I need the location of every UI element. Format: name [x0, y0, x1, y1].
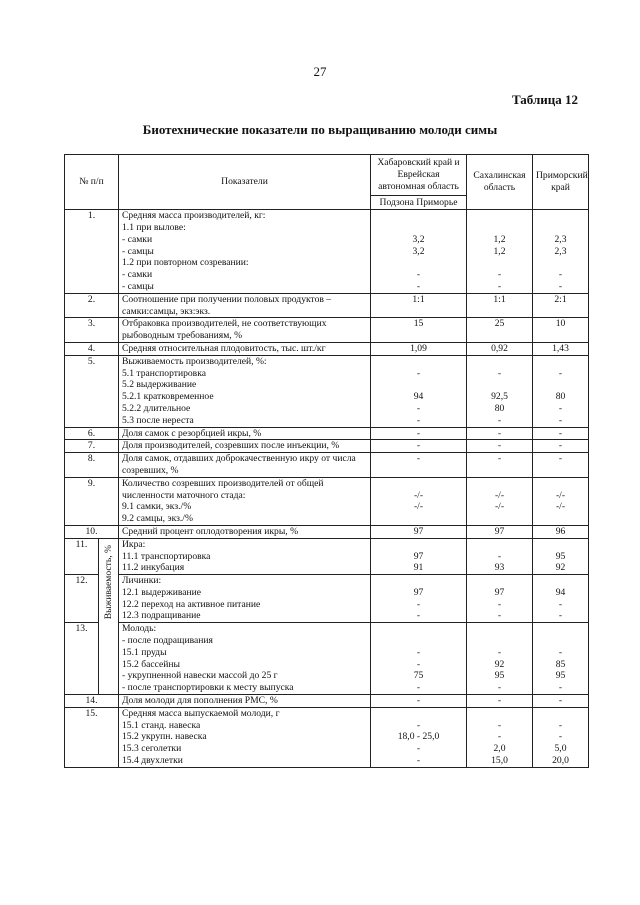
- indicator-line: Личинки:: [122, 575, 162, 587]
- indicator-line: - самцы: [122, 245, 154, 257]
- indicator-cell: [119, 453, 371, 478]
- sakhalin-value: [467, 293, 533, 318]
- primorsky-value: [533, 293, 589, 318]
- value-line: [374, 575, 463, 587]
- khabarovsk-value: [371, 440, 467, 453]
- value-line: [374, 379, 463, 391]
- value-line: 92,5: [491, 391, 508, 403]
- indicator-cell: [119, 355, 371, 427]
- value-line: [470, 210, 529, 222]
- value-line: 97: [413, 586, 424, 598]
- value-line: -: [416, 755, 421, 767]
- value-line: -: [416, 719, 421, 731]
- sakhalin-value: [467, 695, 533, 708]
- value-line: -: [497, 280, 502, 292]
- indicator-cell: [119, 525, 371, 538]
- sakhalin-value: [467, 440, 533, 453]
- sakhalin-value: [467, 477, 533, 525]
- primorsky-value: [533, 210, 589, 294]
- value-line: 1,09: [410, 342, 427, 354]
- primorsky-value: [533, 427, 589, 440]
- value-line: -: [416, 414, 421, 426]
- value-line: [470, 356, 529, 368]
- value-line: 92: [494, 658, 505, 670]
- value-line: -: [497, 414, 502, 426]
- indicator-cell: [119, 695, 371, 708]
- indicator-line: 11.1 транспортировка: [122, 550, 211, 562]
- indicator-line: Средняя масса выпускаемой молоди, г: [122, 707, 280, 719]
- indicator-line: Отбраковка производителей, не соответствующих рыбоводным требованиям, %: [122, 318, 327, 342]
- indicator-line: - самки: [122, 269, 153, 281]
- value-line: 3,2: [412, 245, 425, 257]
- row-number: 5.: [65, 355, 119, 427]
- indicator-line: 1.2 при повторном созревании:: [122, 257, 249, 269]
- value-line: -: [416, 367, 421, 379]
- indicator-line: Икра:: [122, 538, 146, 550]
- indicator-line: Доля самок, отдавших доброкачественную икру от числа созревших, %: [122, 453, 356, 476]
- table-row: [65, 210, 589, 294]
- value-line: -: [497, 427, 502, 439]
- value-line: -: [558, 427, 563, 439]
- value-line: 80: [494, 402, 505, 414]
- value-line: -: [497, 453, 502, 465]
- khabarovsk-value: [371, 477, 467, 525]
- value-line: 94: [413, 391, 424, 403]
- indicator-line: 11.2 инкубация: [122, 562, 185, 574]
- indicator-line: - укрупненной навески массой до 25 г: [122, 670, 278, 682]
- value-line: 18,0 - 25,0: [397, 731, 440, 743]
- sakhalin-value: [467, 453, 533, 478]
- indicator-line: 9.1 самки, экз./%: [122, 501, 192, 513]
- indicator-cell: [119, 427, 371, 440]
- value-line: 92: [555, 562, 566, 574]
- sakhalin-value: [467, 707, 533, 767]
- khabarovsk-value: [371, 453, 467, 478]
- table-body: [65, 210, 589, 768]
- primorsky-value: [533, 707, 589, 767]
- value-line: -: [416, 440, 421, 452]
- value-line: [536, 623, 585, 635]
- value-line: -: [558, 414, 563, 426]
- khabarovsk-value: [371, 525, 467, 538]
- row-number: 14.: [65, 695, 119, 708]
- row-number: 6.: [65, 427, 119, 440]
- value-line: -/-: [413, 501, 424, 513]
- table-header-row: [65, 155, 589, 210]
- value-line: -: [558, 269, 563, 281]
- indicator-line: Соотношение при получении половых продуктов – самки:самцы, экз:экз.: [122, 293, 332, 317]
- table-row: [65, 623, 589, 695]
- primorsky-value: [533, 477, 589, 525]
- value-line: 2:1: [554, 293, 567, 305]
- value-line: [374, 708, 463, 720]
- value-line: [374, 478, 463, 490]
- indicators-table: [64, 154, 589, 768]
- indicator-cell: [119, 575, 371, 623]
- value-line: [374, 623, 463, 635]
- value-line: -: [416, 598, 421, 610]
- indicator-line: - после подращивания: [122, 635, 213, 647]
- value-line: -: [558, 402, 563, 414]
- header-khabarovsk-subzone: Подзона Приморье: [371, 195, 466, 209]
- value-line: 2,0: [493, 743, 506, 755]
- value-line: 1:1: [412, 293, 425, 305]
- value-line: [536, 539, 585, 551]
- indicator-line: - после транспортировки к месту выпуска: [122, 682, 294, 694]
- row-number: 12.: [65, 575, 99, 623]
- value-line: [470, 539, 529, 551]
- value-line: -: [497, 682, 502, 694]
- indicator-line: Доля самок с резорбцией икры, %: [122, 427, 262, 439]
- value-line: 95: [555, 550, 566, 562]
- sakhalin-value: [467, 342, 533, 355]
- primorsky-value: [533, 342, 589, 355]
- value-line: -: [558, 367, 563, 379]
- value-line: 97: [494, 525, 505, 537]
- value-line: [470, 575, 529, 587]
- value-line: [536, 379, 585, 391]
- khabarovsk-value: [371, 342, 467, 355]
- indicator-cell: [119, 440, 371, 453]
- value-line: -: [416, 427, 421, 439]
- value-line: 1,2: [493, 245, 506, 257]
- value-line: 93: [494, 562, 505, 574]
- value-line: -: [416, 695, 421, 707]
- value-line: 15: [413, 318, 424, 330]
- indicator-cell: [119, 477, 371, 525]
- table-row: [65, 342, 589, 355]
- value-line: [374, 257, 463, 269]
- indicator-line: 15.1 станд. навеска: [122, 719, 201, 731]
- value-line: [374, 356, 463, 368]
- primorsky-value: [533, 440, 589, 453]
- value-line: 3,2: [412, 233, 425, 245]
- table-row: [65, 575, 589, 623]
- value-line: -: [416, 402, 421, 414]
- value-line: -: [497, 719, 502, 731]
- value-line: -: [558, 646, 563, 658]
- value-line: -: [558, 610, 563, 622]
- value-line: -: [497, 646, 502, 658]
- row-number: 11.: [65, 538, 99, 574]
- value-line: -: [416, 682, 421, 694]
- table-label: Таблица 12: [511, 92, 578, 107]
- value-line: [536, 356, 585, 368]
- value-line: 94: [555, 586, 566, 598]
- table-row: [65, 318, 589, 343]
- header-primorsky: Приморский край: [533, 155, 589, 210]
- khabarovsk-value: [371, 695, 467, 708]
- indicator-line: 5.1 транспортировка: [122, 367, 206, 379]
- value-line: -: [497, 695, 502, 707]
- khabarovsk-value: [371, 427, 467, 440]
- value-line: 97: [413, 525, 424, 537]
- value-line: [470, 635, 529, 647]
- table-row: [65, 355, 589, 427]
- survival-side-label-text: Выживаемость, %: [102, 544, 114, 619]
- value-line: -: [497, 610, 502, 622]
- value-line: 20,0: [552, 755, 569, 767]
- value-line: [374, 210, 463, 222]
- header-indicator: Показатели: [119, 155, 371, 210]
- table-row: [65, 695, 589, 708]
- primorsky-value: [533, 453, 589, 478]
- indicator-line: Средняя относительная плодовитость, тыс. шт./кг: [122, 342, 326, 354]
- indicator-cell: [119, 210, 371, 294]
- value-line: -: [497, 598, 502, 610]
- row-number: 3.: [65, 318, 119, 343]
- sakhalin-value: [467, 318, 533, 343]
- value-line: -: [416, 280, 421, 292]
- value-line: [536, 478, 585, 490]
- value-line: -: [416, 646, 421, 658]
- value-line: 0,92: [491, 342, 508, 354]
- value-line: -: [558, 682, 563, 694]
- indicator-line: 5.2.2 длительное: [122, 402, 191, 414]
- value-line: 95: [555, 670, 566, 682]
- value-line: 5,0: [554, 743, 567, 755]
- value-line: -: [416, 610, 421, 622]
- value-line: 15,0: [491, 755, 508, 767]
- khabarovsk-value: [371, 538, 467, 574]
- value-line: -: [558, 695, 563, 707]
- row-number: 15.: [65, 707, 119, 767]
- value-line: 1:1: [493, 293, 506, 305]
- khabarovsk-value: [371, 318, 467, 343]
- indicator-cell: [119, 318, 371, 343]
- indicator-line: 1.1 при вылове:: [122, 221, 186, 233]
- primorsky-value: [533, 695, 589, 708]
- indicator-cell: [119, 293, 371, 318]
- value-line: [470, 222, 529, 234]
- indicator-line: Выживаемость производителей, %:: [122, 355, 267, 367]
- indicator-line: Средняя масса производителей, кг:: [122, 210, 266, 222]
- value-line: [536, 708, 585, 720]
- indicator-cell: [119, 707, 371, 767]
- value-line: [536, 635, 585, 647]
- khabarovsk-value: [371, 707, 467, 767]
- sakhalin-value: [467, 538, 533, 574]
- value-line: [374, 222, 463, 234]
- value-line: -: [416, 269, 421, 281]
- primorsky-value: [533, 623, 589, 695]
- table-row: [65, 538, 589, 574]
- indicator-line: - самки: [122, 233, 153, 245]
- table-title: Биотехнические показатели по выращиванию молоди симы: [142, 122, 498, 137]
- indicator-line: 15.3 сеголетки: [122, 743, 182, 755]
- value-line: -: [558, 719, 563, 731]
- sakhalin-value: [467, 525, 533, 538]
- value-line: [536, 222, 585, 234]
- indicator-line: 15.4 двухлетки: [122, 755, 183, 767]
- khabarovsk-value: [371, 210, 467, 294]
- indicator-line: 15.2 укрупн. навеска: [122, 731, 207, 743]
- sakhalin-value: [467, 575, 533, 623]
- value-line: [470, 379, 529, 391]
- primorsky-value: [533, 355, 589, 427]
- value-line: 95: [494, 670, 505, 682]
- value-line: [536, 575, 585, 587]
- value-line: 80: [555, 391, 566, 403]
- value-line: -: [497, 269, 502, 281]
- table-row: [65, 525, 589, 538]
- table-row: [65, 440, 589, 453]
- header-khabarovsk: [371, 155, 467, 210]
- value-line: -: [497, 440, 502, 452]
- value-line: [536, 210, 585, 222]
- value-line: [470, 708, 529, 720]
- khabarovsk-value: [371, 623, 467, 695]
- table-row: [65, 293, 589, 318]
- indicator-line: - самцы: [122, 280, 154, 292]
- survival-side-label: [99, 538, 119, 694]
- row-number: 1.: [65, 210, 119, 294]
- indicator-line: 5.3 после нереста: [122, 414, 194, 426]
- indicator-line: 12.1 выдерживание: [122, 586, 202, 598]
- primorsky-value: [533, 538, 589, 574]
- indicator-line: Доля молоди для пополнения РМС, %: [122, 695, 278, 707]
- indicator-line: 15.1 пруды: [122, 646, 167, 658]
- page-number: 27: [313, 64, 327, 79]
- row-number: 13.: [65, 623, 99, 695]
- value-line: [374, 539, 463, 551]
- value-line: -: [558, 280, 563, 292]
- indicator-line: Средний процент оплодотворения икры, %: [122, 525, 299, 537]
- value-line: -: [416, 453, 421, 465]
- value-line: -: [416, 658, 421, 670]
- value-line: [536, 257, 585, 269]
- value-line: [470, 478, 529, 490]
- value-line: 25: [494, 318, 505, 330]
- value-line: -: [497, 731, 502, 743]
- indicator-line: 12.2 переход на активное питание: [122, 598, 261, 610]
- value-line: [374, 635, 463, 647]
- header-khabarovsk-label: Хабаровский край и Еврейская автономная область: [377, 157, 460, 192]
- indicator-line: 9.2 самцы, экз./%: [122, 513, 193, 525]
- value-line: -: [558, 453, 563, 465]
- indicator-cell: [119, 538, 371, 574]
- khabarovsk-value: [371, 575, 467, 623]
- indicator-line: 12.3 подращивание: [122, 610, 201, 622]
- value-line: 2,3: [554, 233, 567, 245]
- value-line: 97: [413, 550, 424, 562]
- indicator-line: Молодь:: [122, 623, 157, 635]
- header-sakhalin: Сахалинская область: [467, 155, 533, 210]
- khabarovsk-value: [371, 355, 467, 427]
- indicator-line: 5.2.1 кратковременное: [122, 391, 214, 403]
- primorsky-value: [533, 318, 589, 343]
- value-line: [470, 257, 529, 269]
- value-line: 75: [413, 670, 424, 682]
- indicator-line: Количество созревших производителей от общей численности маточного стада:: [122, 477, 324, 501]
- value-line: 91: [413, 562, 424, 574]
- indicator-cell: [119, 623, 371, 695]
- value-line: -/-: [555, 489, 566, 501]
- value-line: 85: [555, 658, 566, 670]
- value-line: -/-: [413, 489, 424, 501]
- header-num: № п/п: [65, 155, 119, 210]
- value-line: 97: [494, 586, 505, 598]
- value-line: 2,3: [554, 245, 567, 257]
- table-row: [65, 453, 589, 478]
- table-row: [65, 707, 589, 767]
- value-line: -/-: [494, 489, 505, 501]
- value-line: -: [497, 550, 502, 562]
- value-line: [470, 623, 529, 635]
- value-line: -: [497, 367, 502, 379]
- row-number: 7.: [65, 440, 119, 453]
- value-line: -: [558, 598, 563, 610]
- value-line: -/-: [494, 501, 505, 513]
- row-number: 8.: [65, 453, 119, 478]
- value-line: -/-: [555, 501, 566, 513]
- indicator-line: 15.2 бассейны: [122, 658, 180, 670]
- row-number: 9.: [65, 477, 119, 525]
- sakhalin-value: [467, 355, 533, 427]
- sakhalin-value: [467, 623, 533, 695]
- row-number: 2.: [65, 293, 119, 318]
- primorsky-value: [533, 575, 589, 623]
- table-row: [65, 477, 589, 525]
- table-row: [65, 427, 589, 440]
- value-line: -: [416, 743, 421, 755]
- khabarovsk-value: [371, 293, 467, 318]
- sakhalin-value: [467, 427, 533, 440]
- indicator-cell: [119, 342, 371, 355]
- value-line: 10: [555, 318, 566, 330]
- value-line: -: [558, 731, 563, 743]
- value-line: 1,2: [493, 233, 506, 245]
- sakhalin-value: [467, 210, 533, 294]
- row-number: 4.: [65, 342, 119, 355]
- row-number: 10.: [65, 525, 119, 538]
- indicator-line: 5.2 выдерживание: [122, 379, 197, 391]
- value-line: 96: [555, 525, 566, 537]
- value-line: -: [558, 440, 563, 452]
- primorsky-value: [533, 525, 589, 538]
- indicator-line: Доля производителей, созревших после инъекции, %: [122, 440, 340, 452]
- value-line: 1,43: [552, 342, 569, 354]
